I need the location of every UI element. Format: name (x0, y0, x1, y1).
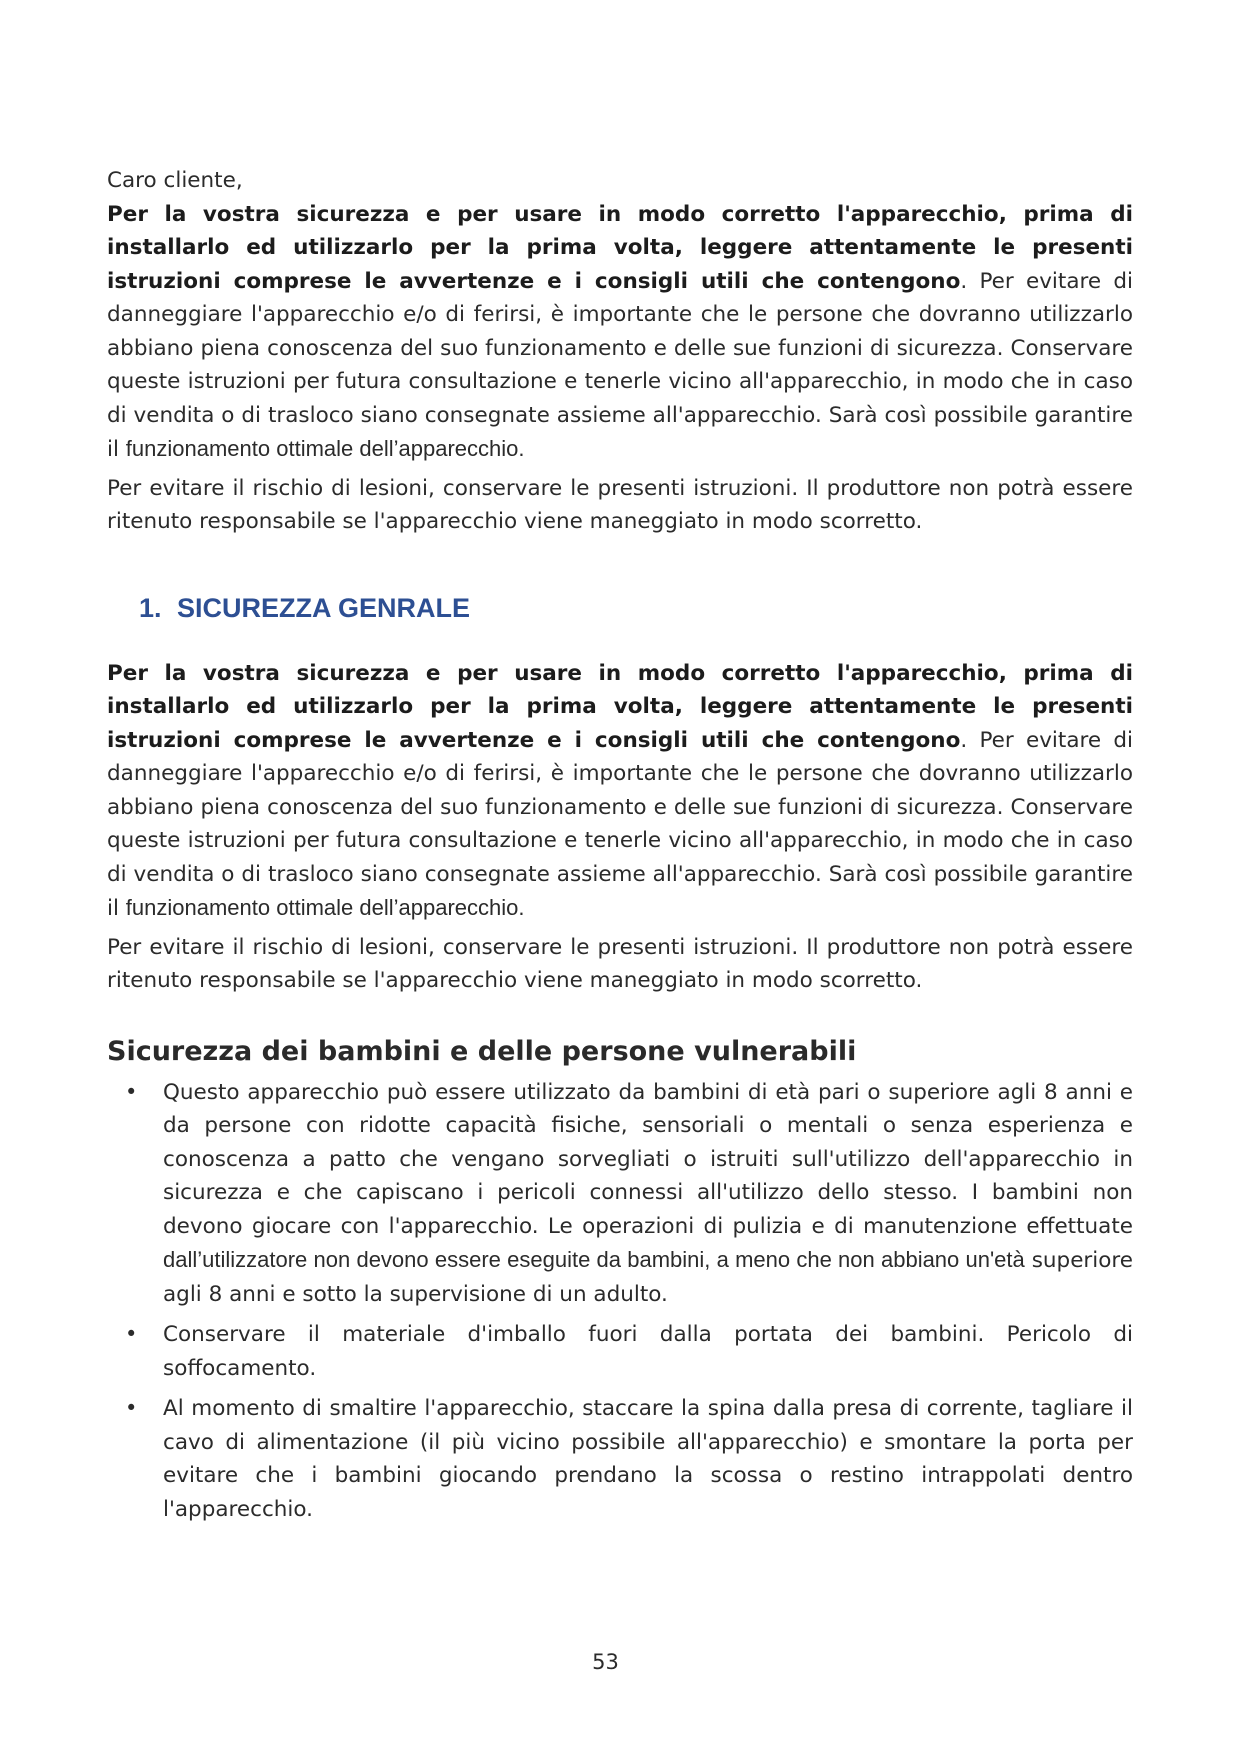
bullet-icon: • (125, 1079, 138, 1104)
intro-note: Per evitare il rischio di lesioni, conservare le presenti istruzioni. Il produttore non potrà essere ritenuto responsabile se l'apparecchio viene maneggiato in modo scorretto. (107, 475, 1133, 534)
section-bold-text: Per la vostra sicurezza e per usare in modo corretto l'apparecchio, prima di installarlo ed utilizzarlo per la prima volta, leggere attentamente le presenti istruzioni comprese le avvertenze e i consigli utili che contengono (107, 660, 1133, 753)
list-item (107, 1076, 1133, 1312)
list-item-text-end: superiore agli 8 anni e sotto la supervisione di un adulto. (163, 1248, 1133, 1307)
intro-bold-text: Per la vostra sicurezza e per usare in modo corretto l'apparecchio, prima di installarlo ed utilizzarlo per la prima volta, leggere attentamente le presenti istruzioni comprese le avvertenze e i consigli utili che contengono (107, 201, 1133, 294)
intro-paragraph (107, 198, 1133, 467)
list-item-text: Al momento di smaltire l'apparecchio, staccare la spina dalla presa di corrente, tagliare il cavo di alimentazione (il più vicino possibile all'apparecchio) e smontare la porta per evitare che i bambini giocando prendano la scossa o restino intrappolati dentro l'apparecchio. (163, 1396, 1133, 1522)
section-note: Per evitare il rischio di lesioni, conservare le presenti istruzioni. Il produttore non potrà essere ritenuto responsabile se l'apparecchio viene maneggiato in modo scorretto. (107, 934, 1133, 993)
section-tail-text: funzionamento ottimale dell’apparecchio. (125, 895, 525, 920)
section-heading (139, 591, 1133, 625)
list-item-text-tail: dall’utilizzatore non devono essere eseguite da bambini, a meno che non abbiano un'età (163, 1247, 1025, 1272)
page-content (107, 164, 1133, 1533)
intro-tail-text: funzionamento ottimale dell’apparecchio. (125, 436, 525, 461)
list-item-text: Conservare il materiale d'imballo fuori dalla portata dei bambini. Pericolo di soffocamento. (163, 1322, 1133, 1381)
list-item (107, 1392, 1133, 1526)
section-text: . Per evitare di danneggiare l'apparecchio e/o di ferirsi, è importante che le persone che dovranno utilizzarlo abbiano piena conoscenza del suo funzionamento e delle sue funzioni di sicurezza. Conservare queste istruzioni per futura consultazione e tenerle vicino all'apparecchio, in modo che in caso di vendita o di trasloco siano consegnate assieme all'apparecchio. Sarà così possibile garantire il (107, 727, 1133, 921)
list-item-text-main: Questo apparecchio può essere utilizzato da bambini di età pari o superiore agli 8 anni e da persone con ridotte capacità fisiche, sensoriali o mentali o senza esperienza e conoscenza a patto che vengano sorvegliati o istruiti sull'utilizzo dell'apparecchio in sicurezza e che capiscano i pericoli connessi all'utilizzo dello stesso. I bambini non devono giocare con l'apparecchio. Le operazioni di pulizia e di manutenzione effettuate (163, 1079, 1133, 1239)
children-safety-heading: Sicurezza dei bambini e delle persone vulnerabili (107, 1035, 857, 1067)
bullet-icon: • (125, 1322, 138, 1346)
bullet-icon: • (125, 1396, 138, 1420)
section-number: 1. (139, 592, 162, 623)
children-safety-list (107, 1076, 1133, 1527)
intro-text: . Per evitare di danneggiare l'apparecchio e/o di ferirsi, è importante che le persone che dovranno utilizzarlo abbiano piena conoscenza del suo funzionamento e delle sue funzioni di sicurezza. Conservare queste istruzioni per futura consultazione e tenerle vicino all'apparecchio, in modo che in caso di vendita o di trasloco siano consegnate assieme all'apparecchio. Sarà così possibile garantire il (107, 268, 1133, 462)
list-item (107, 1318, 1133, 1385)
page-number: 53 (592, 1650, 619, 1674)
list-item-text (163, 1076, 1133, 1312)
section-paragraph (107, 657, 1133, 926)
greeting: Caro cliente, (107, 168, 243, 193)
section-title: SICUREZZA GENRALE (177, 592, 471, 623)
